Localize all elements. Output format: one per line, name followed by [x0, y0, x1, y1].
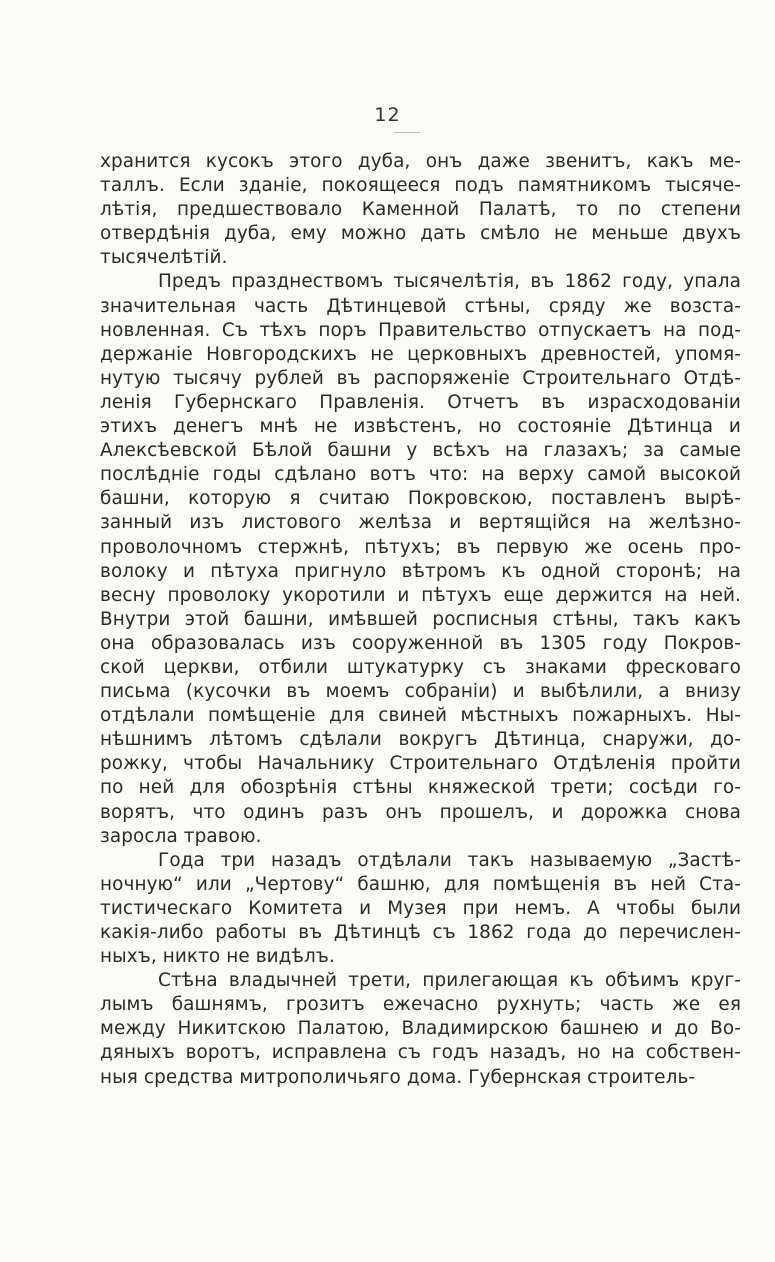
text-line: нѣшнимъ лѣтомъ сдѣлали вокругъ Дѣтинца, снаружи, до- — [100, 729, 741, 751]
text-line: лѣтія, предшествовало Каменной Палатѣ, то по степени — [100, 199, 741, 221]
text-line: тысячелѣтій. — [100, 247, 228, 269]
text-line: проволочномъ стержнѣ, пѣтухъ; въ первую же осень про- — [100, 536, 741, 558]
text-line: весну проволоку укоротили и пѣтухъ еще держится на ней. — [100, 584, 741, 606]
page-number: 12 — [374, 104, 401, 126]
text-line: этихъ денегъ мнѣ не извѣстенъ, но состояніе Дѣтинца и — [100, 416, 741, 438]
text-line: ныхъ, никто не видѣлъ. — [100, 946, 335, 968]
text-line: таллъ. Если зданіе, покоящееся подъ памятникомъ тысяче- — [100, 175, 741, 197]
text-line: лымъ башнямъ, грозитъ ежечасно рухнуть; часть же ея — [100, 994, 741, 1016]
text-line: значительная часть Дѣтинцевой стѣны, сряду же возста- — [100, 295, 741, 317]
text-line: отдѣлали помѣщеніе для свиней мѣстныхъ пожарныхъ. Ны- — [100, 705, 741, 727]
text-line: занный изъ листового желѣза и вертящійся на желѣзно- — [100, 512, 741, 534]
text-line: какія-либо работы въ Дѣтинцѣ съ 1862 года до перечислен- — [100, 922, 741, 943]
paragraph — [100, 150, 741, 270]
text-line: между Никитскою Палатою, Владимирскою башнею и до Во- — [100, 1018, 741, 1040]
paragraph — [100, 849, 741, 969]
text-line: письма (кусочки въ моемъ собраніи) и выбѣлили, а внизу — [100, 681, 741, 703]
text-line: держаніе Новгородскихъ не церковныхъ древностей, упомя- — [100, 343, 741, 365]
page-number-rule — [394, 132, 420, 133]
text-line: она образовалась изъ сооруженной въ 1305 году Покров- — [100, 632, 741, 654]
text-line: волоку и пѣтуха пригнуло вѣтромъ къ одной сторонѣ; на — [100, 560, 741, 582]
text-line: ской церкви, отбили штукатурку съ знаками фресковаго — [100, 656, 741, 678]
text-line: новленная. Съ тѣхъ поръ Правительство отпускаетъ на под- — [100, 319, 741, 341]
text-line: ворятъ, что одинъ разъ онъ прошелъ, и дорожка снова — [100, 801, 741, 823]
text-line: ленія Губернскаго Правленія. Отчетъ въ израсходованіи — [100, 391, 741, 413]
paragraph — [100, 270, 741, 848]
text-line: Года три назадъ отдѣлали такъ называемую „Застѣ- — [158, 849, 741, 871]
text-line: тистическаго Комитета и Музея при немъ. А чтобы были — [100, 897, 741, 919]
text-line: хранится кусокъ этого дуба, онъ даже звенитъ, какъ ме- — [100, 151, 741, 172]
text-line: башни, которую я считаю Покровскою, поставленъ вырѣ- — [100, 488, 741, 510]
paragraph — [100, 969, 741, 1089]
text-line: ночную“ или „Чертову“ башню, для помѣщенія въ ней Ста- — [100, 873, 741, 895]
page-body-text — [100, 150, 741, 1090]
text-line: по ней для обозрѣнія стѣны княжеской трети; сосѣди го- — [100, 777, 741, 799]
text-line: Предъ празднествомъ тысячелѣтія, въ 1862 году, упала — [158, 271, 741, 293]
text-line: Внутри этой башни, имѣвшей росписныя стѣны, такъ какъ — [100, 608, 741, 630]
text-line: рожку, чтобы Начальнику Строительнаго Отдѣленія пройти — [100, 753, 741, 775]
text-line: послѣдніе годы сдѣлано вотъ что: на верху самой высокой — [100, 464, 741, 486]
text-line: ныя средства митрополичьяго дома. Губернская строитель- — [100, 1066, 696, 1088]
text-line: заросла травою. — [100, 825, 262, 847]
text-line: Алексѣевской Бѣлой башни у всѣхъ на глазахъ; за самые — [100, 440, 741, 462]
text-line: нутую тысячу рублей въ распоряженіе Строительнаго Отдѣ- — [100, 367, 741, 389]
text-line: дяныхъ воротъ, исправлена съ годъ назадъ, но на собствен- — [100, 1042, 741, 1064]
text-line: отвердѣнія дуба, ему можно дать смѣло не меньше двухъ — [100, 223, 741, 245]
text-line: Стѣна владычней трети, прилегающая къ обѣимъ круг- — [158, 970, 741, 992]
